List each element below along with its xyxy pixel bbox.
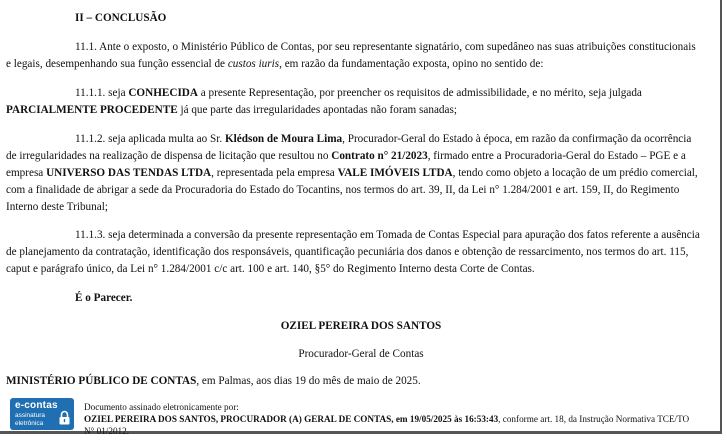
paragraph-11-1-3-line3: caput e parágrafo único, da Lei n° 1.284/2001 c/c art. 100 e art. 140, §5° do Regimento Interno desta Corte de Contas. xyxy=(6,263,535,275)
place-date: MINISTÉRIO PÚBLICO DE CONTAS, em Palmas, aos dias 19 do mês de maio de 2025. xyxy=(6,375,421,387)
paragraph-11-1-2-line4: com a finalidade de abrigar a sede da Procuradoria do Estado do Tocantins, nos termos do art. 39, II, da Lei n° 1.284/2001 e art. 159, II, do Regimento xyxy=(6,184,680,196)
paragraph-11-1-line2: e legais, desempenhando sua função essencial de custos iuris, em razão da fundamentação exposta, opino no sentido de: xyxy=(6,58,544,70)
paragraph-11-1-3-line1: 11.1.3. seja determinada a conversão da presente representação em Tomada de Contas Especial para apuração dos fatos referente a ausência xyxy=(75,229,700,241)
signer-role: Procurador-Geral de Contas xyxy=(298,348,424,360)
e-contas-badge xyxy=(10,398,74,430)
paragraph-11-1-2-line2: de irregularidades na realização de dispensa de licitação que resultou no Contrato n° 21/2023, firmado entre a Procuradoria-Geral do Estado – PGE e a xyxy=(6,150,686,162)
badge-title: e-contas xyxy=(15,400,58,411)
paragraph-11-1-2-line3: empresa UNIVERSO DAS TENDAS LTDA, representada pela empresa VALE IMÓVEIS LTDA, tendo como objeto a locação de um prédio comercial, xyxy=(6,167,698,179)
signature-line-2: OZIEL PEREIRA DOS SANTOS, PROCURADOR (A) GERAL DE CONTAS, em 19/05/2025 às 16:53:43, conforme art. 18, da Instrução Normativa TCE/TO xyxy=(84,414,690,424)
badge-subtitle-2: eletrônica xyxy=(15,420,44,427)
signature-line-1: Documento assinado eletronicamente por: xyxy=(84,402,239,412)
paragraph-11-1-2-line5: Interno deste Tribunal; xyxy=(6,201,108,213)
paragraph-11-1-2-line1: 11.1.2. seja aplicada multa ao Sr. Klédson de Moura Lima, Procurador-Geral do Estado à época, em razão da confirmação da ocorrência xyxy=(75,133,692,145)
paragraph-11-1-1-line2: PARCIALMENTE PROCEDENTE já que parte das irregularidades apontadas não foram sanadas; xyxy=(6,104,457,116)
padlock-icon xyxy=(59,410,70,425)
paragraph-11-1-3-line2: de planejamento da contratação, identificação dos responsáveis, quantificação pecuniária dos danos e obtenção de ressarcimento, nos termos do art. 115, xyxy=(6,246,689,258)
signer-name: OZIEL PEREIRA DOS SANTOS xyxy=(280,320,442,332)
paragraph-11-1-line1: 11.1. Ante o exposto, o Ministério Público de Contas, por seu representante signatário, com supedâneo nas suas atribuições constitucionais xyxy=(75,41,696,53)
signature-line-3: N° 01/2012. xyxy=(84,426,130,436)
badge-subtitle-1: assinatura xyxy=(15,412,45,419)
section-title: II – CONCLUSÃO xyxy=(75,12,167,24)
paragraph-11-1-1-line1: 11.1.1. seja CONHECIDA a presente Representação, por preencher os requisitos de admissibilidade, e no mérito, seja julgada xyxy=(75,87,642,99)
closing-text: É o Parecer. xyxy=(75,292,133,304)
